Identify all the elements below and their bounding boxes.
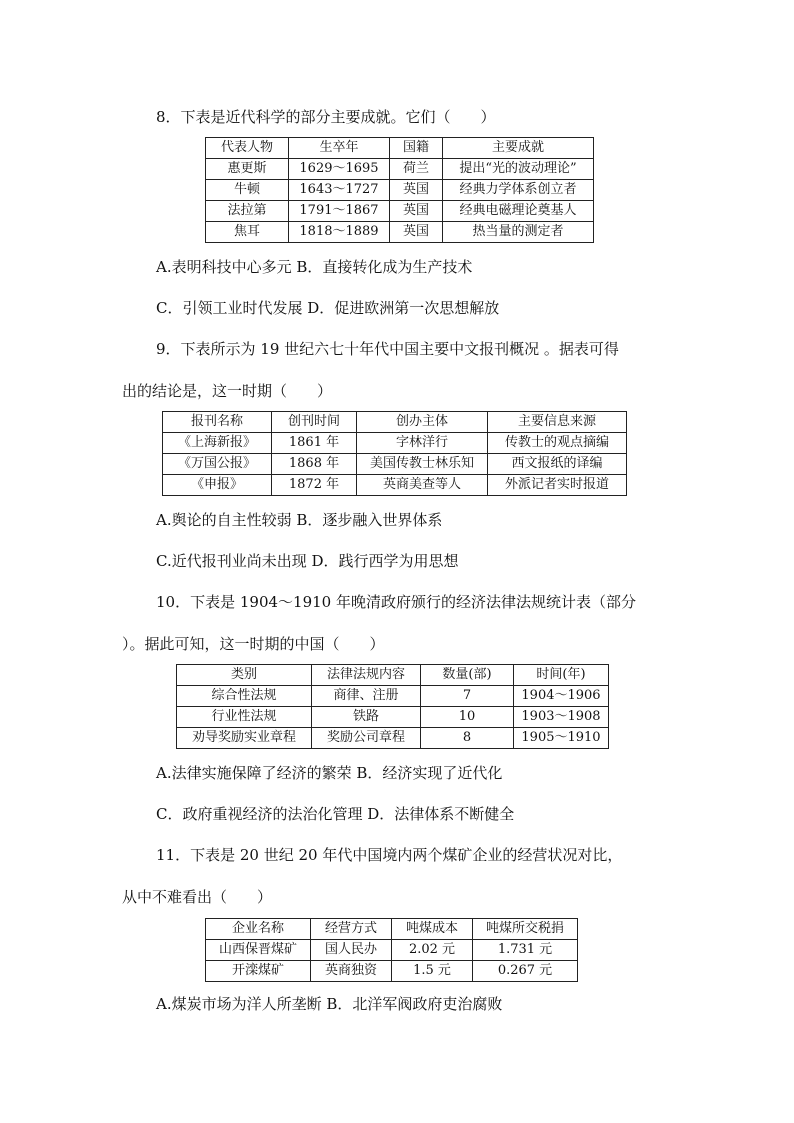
table-cell: 《上海新报》 [163, 433, 272, 454]
table-cell: 经典电磁理论奠基人 [443, 201, 594, 222]
table-header-cell: 国籍 [390, 138, 443, 159]
table-cell: 1861 年 [272, 433, 357, 454]
table-header-cell: 创办主体 [357, 412, 488, 433]
table-cell: 劝导奖励实业章程 [177, 728, 312, 749]
table-cell: 1643～1727 [289, 180, 390, 201]
table-cell: 1868 年 [272, 454, 357, 475]
table-cell: 西文报纸的译编 [488, 454, 627, 475]
q10-table [176, 664, 609, 749]
table-cell: 综合性法规 [177, 686, 312, 707]
q8-options-a-b: A.表明科技中心多元 B．直接转化成为生产技术 [156, 258, 473, 276]
table-header-cell: 法律法规内容 [312, 665, 421, 686]
table-header-cell: 经营方式 [311, 919, 392, 940]
table-row [206, 159, 594, 180]
q10-options-c-d: C．政府重视经济的法治化管理 D．法律体系不断健全 [156, 805, 515, 823]
table-cell: 提出“光的波动理论” [443, 159, 594, 180]
table-cell: 7 [421, 686, 514, 707]
table-row [177, 728, 609, 749]
table-cell: 奖励公司章程 [312, 728, 421, 749]
table-cell: 0.267 元 [473, 961, 578, 982]
table-cell: 字林洋行 [357, 433, 488, 454]
q8-table [205, 137, 594, 243]
table-cell: 英国 [390, 180, 443, 201]
table-cell: 惠更斯 [206, 159, 289, 180]
table-cell: 行业性法规 [177, 707, 312, 728]
q10-stem-line-1: 10．下表是 1904～1910 年晚清政府颁行的经济法律法规统计表（部分 [156, 593, 636, 611]
q11-stem-line-2: 从中不难看出（ ） [122, 888, 273, 906]
table-header-cell: 数量(部) [421, 665, 514, 686]
table-cell: 8 [421, 728, 514, 749]
table-cell: 荷兰 [390, 159, 443, 180]
table-header-cell: 类别 [177, 665, 312, 686]
table-header-cell: 吨煤成本 [392, 919, 473, 940]
q8-options-c-d: C．引领工业时代发展 D．促进欧洲第一次思想解放 [156, 299, 500, 317]
table-cell: 国人民办 [311, 940, 392, 961]
q10-stem-line-2: ）。据此可知，这一时期的中国（ ） [122, 635, 385, 653]
table-header-cell: 创刊时间 [272, 412, 357, 433]
table-cell: 1.5 元 [392, 961, 473, 982]
table-header-cell: 企业名称 [206, 919, 311, 940]
q9-options-c-d: C.近代报刊业尚未出现 D．践行西学为用思想 [156, 552, 459, 570]
table-row [206, 180, 594, 201]
table-cell: 1629～1695 [289, 159, 390, 180]
table-header-cell: 报刊名称 [163, 412, 272, 433]
q11-stem-line-1: 11．下表是 20 世纪 20 年代中国境内两个煤矿企业的经营状况对比， [156, 846, 623, 864]
table-cell: 1791～1867 [289, 201, 390, 222]
table-header-row [206, 919, 578, 940]
table-header-cell: 吨煤所交税捐 [473, 919, 578, 940]
table-header-row [206, 138, 594, 159]
table-cell: 牛顿 [206, 180, 289, 201]
q9-stem-line-1: 9．下表所示为 19 世纪六七十年代中国主要中文报刊概况 。据表可得 [156, 340, 619, 358]
table-cell: 《万国公报》 [163, 454, 272, 475]
table-cell: 美国传教士林乐知 [357, 454, 488, 475]
table-row [177, 686, 609, 707]
table-header-cell: 主要信息来源 [488, 412, 627, 433]
table-cell: 传教士的观点摘编 [488, 433, 627, 454]
table-cell: 1905～1910 [514, 728, 609, 749]
table-row [206, 222, 594, 243]
table-cell: 10 [421, 707, 514, 728]
q9-table [162, 411, 627, 496]
table-cell: 商律、注册 [312, 686, 421, 707]
table-cell: 法拉第 [206, 201, 289, 222]
table-header-cell: 代表人物 [206, 138, 289, 159]
table-header-row [177, 665, 609, 686]
table-header-row [163, 412, 627, 433]
table-row [177, 707, 609, 728]
table-header-cell: 时间(年) [514, 665, 609, 686]
table-cell: 经典力学体系创立者 [443, 180, 594, 201]
q11-table [205, 918, 578, 982]
table-row [206, 961, 578, 982]
table-cell: 铁路 [312, 707, 421, 728]
table-cell: 山西保晋煤矿 [206, 940, 311, 961]
table-header-cell: 生卒年 [289, 138, 390, 159]
q8-stem: 8．下表是近代科学的部分主要成就。它们（ ） [156, 108, 496, 126]
table-cell: 1872 年 [272, 475, 357, 496]
table-header-cell: 主要成就 [443, 138, 594, 159]
table-cell: 热当量的测定者 [443, 222, 594, 243]
table-row [206, 940, 578, 961]
table-cell: 1.731 元 [473, 940, 578, 961]
table-cell: 1904～1906 [514, 686, 609, 707]
q11-options-a-b: A.煤炭市场为洋人所垄断 B．北洋军阀政府吏治腐败 [156, 995, 503, 1013]
table-row [163, 433, 627, 454]
table-cell: 英商独资 [311, 961, 392, 982]
table-row [163, 475, 627, 496]
table-cell: 《申报》 [163, 475, 272, 496]
table-cell: 焦耳 [206, 222, 289, 243]
table-cell: 2.02 元 [392, 940, 473, 961]
table-row [163, 454, 627, 475]
q10-options-a-b: A.法律实施保障了经济的繁荣 B．经济实现了近代化 [156, 764, 503, 782]
table-cell: 1903～1908 [514, 707, 609, 728]
table-cell: 英商美查等人 [357, 475, 488, 496]
q9-stem-line-2: 出的结论是，这一时期（ ） [122, 382, 333, 400]
table-cell: 1818～1889 [289, 222, 390, 243]
table-cell: 英国 [390, 201, 443, 222]
table-row [206, 201, 594, 222]
table-cell: 英国 [390, 222, 443, 243]
table-cell: 外派记者实时报道 [488, 475, 627, 496]
table-cell: 开滦煤矿 [206, 961, 311, 982]
q9-options-a-b: A.舆论的自主性较弱 B．逐步融入世界体系 [156, 511, 443, 529]
